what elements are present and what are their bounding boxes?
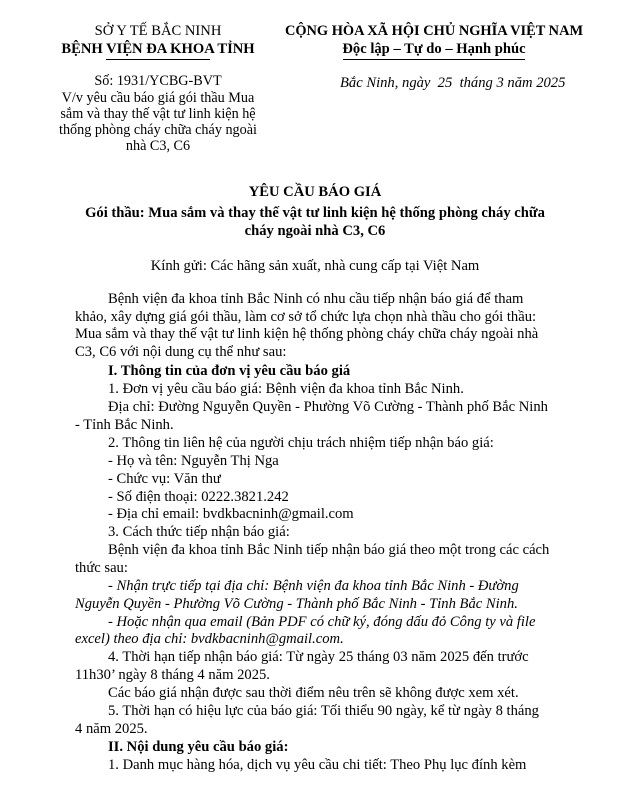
item4-line1: 4. Thời hạn tiếp nhận báo giá: Từ ngày 25 tháng 03 năm 2025 đến trước <box>108 649 529 665</box>
department-name: SỞ Y TẾ BẮC NINH <box>94 23 222 39</box>
contact-name: - Họ và tên: Nguyễn Thị Nga <box>108 453 279 469</box>
header-right <box>278 22 590 58</box>
subject-line: V/v yêu cầu báo giá gói thầu Mua <box>61 90 255 106</box>
contact-email: - Địa chỉ email: bvdkbacninh@gmail.com <box>108 506 354 522</box>
direct-line2: Nguyễn Quyền - Phường Võ Cường - Thành phố Bắc Ninh - Tỉnh Bắc Ninh. <box>75 596 518 612</box>
header-left <box>42 22 274 58</box>
section1-item1: 1. Đơn vị yêu cầu báo giá: Bệnh viện đa khoa tỉnh Bắc Ninh. <box>108 381 464 397</box>
intro-line: C3, C6 với nội dung cụ thể như sau: <box>75 344 287 360</box>
item5-line1: 5. Thời hạn có hiệu lực của báo giá: Tối thiểu 90 ngày, kể từ ngày 8 tháng <box>108 703 539 719</box>
subject-line: sắm và thay thế vật tư linh kiện hệ <box>60 106 256 122</box>
intro-line: Mua sắm và thay thế vật tư linh kiện hệ thống phòng cháy chữa cháy ngoài nhà <box>75 326 539 342</box>
late-note: Các báo giá nhận được sau thời điểm nêu trên sẽ không được xem xét. <box>108 685 519 701</box>
email-line2: excel) theo địa chỉ: bvdkbacninh@gmail.com. <box>75 631 344 647</box>
receive-line2: thức sau: <box>75 560 128 576</box>
address-line1: Địa chỉ: Đường Nguyễn Quyền - Phường Võ Cường - Thành phố Bắc Ninh <box>108 399 548 415</box>
address-line2: - Tỉnh Bắc Ninh. <box>75 417 174 433</box>
subject-line: nhà C3, C6 <box>125 138 191 154</box>
section1-item2: 2. Thông tin liên hệ của người chịu trách nhiệm tiếp nhận báo giá: <box>108 435 494 451</box>
receive-line1: Bệnh viện đa khoa tỉnh Bắc Ninh tiếp nhận báo giá theo một trong các cách <box>108 542 550 558</box>
contact-phone: - Số điện thoại: 0222.3821.242 <box>108 489 289 505</box>
header-right-underline <box>343 59 525 60</box>
section2-item1: 1. Danh mục hàng hóa, dịch vụ yêu cầu chi tiết: Theo Phụ lục đính kèm <box>108 757 527 773</box>
section2-heading: II. Nội dung yêu cầu báo giá: <box>108 739 289 755</box>
country-motto: CỘNG HÒA XÃ HỘI CHỦ NGHĨA VIỆT NAM <box>284 23 584 39</box>
place-date: Bắc Ninh, ngày 25 tháng 3 năm 2025 <box>340 75 566 91</box>
section1-heading: I. Thông tin của đơn vị yêu cầu báo giá <box>108 363 351 379</box>
doc-number: Số: 1931/YCBG-BVT <box>94 73 222 89</box>
header-left-underline <box>106 59 210 60</box>
hospital-name: BỆNH VIỆN ĐA KHOA TỈNH <box>61 41 255 57</box>
item5-line2: 4 năm 2025. <box>75 721 148 737</box>
item4-line2: 11h30’ ngày 8 tháng 4 năm 2025. <box>75 667 270 683</box>
direct-line1: - Nhận trực tiếp tại địa chỉ: Bệnh viện đa khoa tỉnh Bắc Ninh - Đường <box>108 578 519 594</box>
intro-line: Bệnh viện đa khoa tỉnh Bắc Ninh có nhu cầu tiếp nhận báo giá để tham <box>108 291 524 307</box>
package-title-line1: Gói thầu: Mua sắm và thay thế vật tư linh kiện hệ thống phòng cháy chữa <box>85 205 545 221</box>
email-line1: - Hoặc nhận qua email (Bản PDF có chữ ký, đóng dấu đỏ Công ty và file <box>108 614 536 630</box>
section1-item3: 3. Cách thức tiếp nhận báo giá: <box>108 524 290 540</box>
recipient: Kính gửi: Các hãng sản xuất, nhà cung cấp tại Việt Nam <box>150 258 480 274</box>
package-title-line2: cháy ngoài nhà C3, C6 <box>244 223 386 239</box>
doc-ref-block <box>42 72 274 154</box>
intro-line: khảo, xây dựng giá gói thầu, làm cơ sở tổ chức lựa chọn nhà thầu cho gói thầu: <box>75 309 537 325</box>
country-slogan: Độc lập – Tự do – Hạnh phúc <box>342 41 526 57</box>
subject-line: thống phòng cháy chữa cháy ngoài <box>59 122 257 138</box>
document-title: YÊU CẦU BÁO GIÁ <box>248 184 382 200</box>
contact-position: - Chức vụ: Văn thư <box>108 471 221 487</box>
